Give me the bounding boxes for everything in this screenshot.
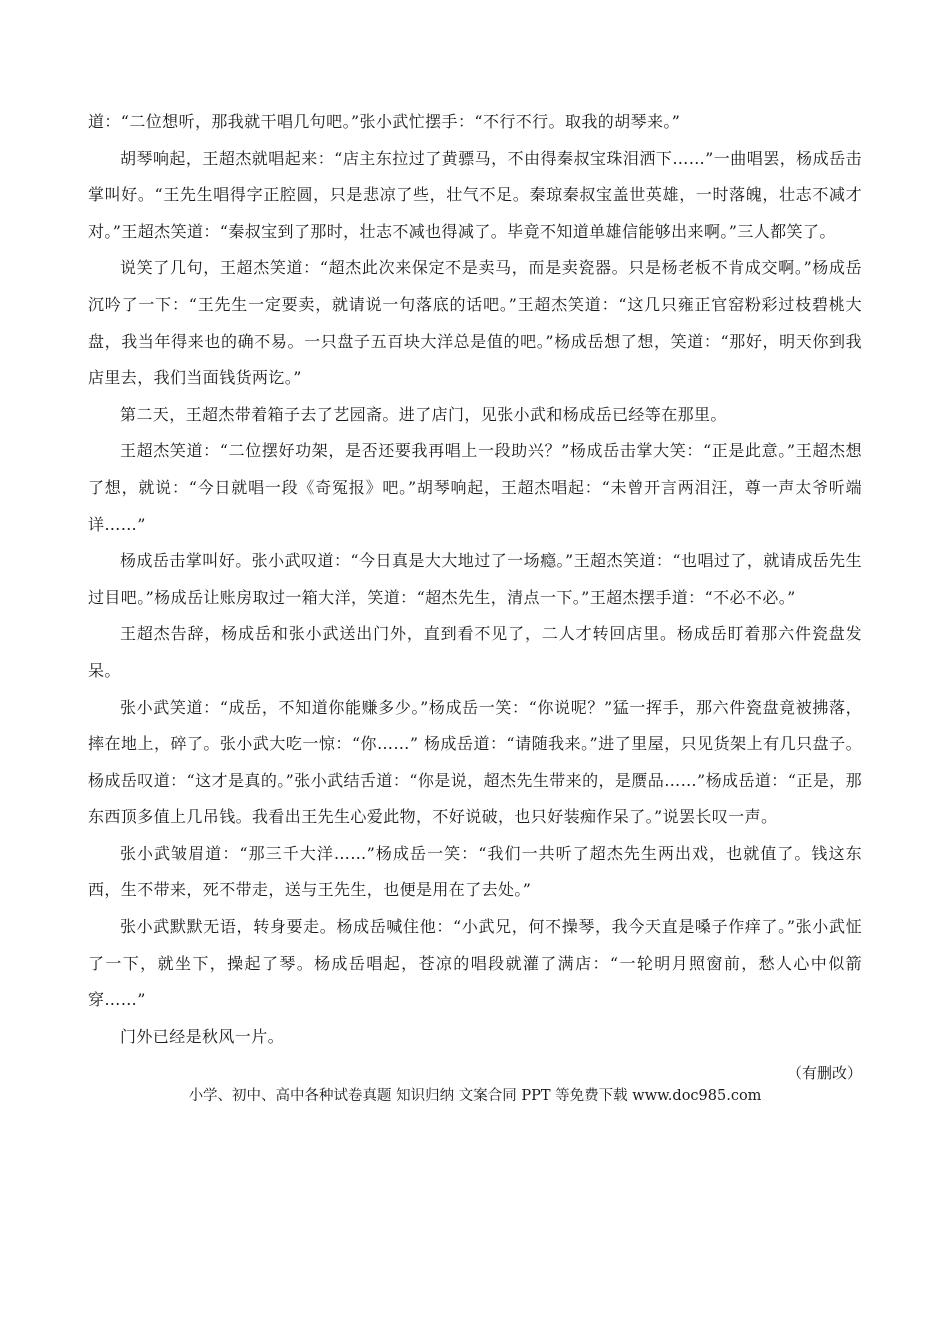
paragraph-11: 门外已经是秋风一片。 — [120, 1026, 285, 1046]
paragraph-1: 道：“二位想听，那我就干唱几句吧。”张小武忙摆手：“不行不行。取我的胡琴来。” — [88, 112, 681, 131]
paragraph-4: 第二天，王超杰带着箱子去了艺园斋。进了店门，见张小武和杨成岳已经等在那里。 — [120, 404, 727, 424]
paragraph-2: 胡琴响起，王超杰就唱起来：“店主东拉过了黄骠马，不由得秦叔宝珠泪洒下……”一曲唱罢，杨成岳击掌叫好。“王先生唱得字正腔圆，只是悲凉了些，壮气不足。秦琼秦叔宝盖世英雄，一时落魄，壮志不减才对。”王超杰笑道：“秦叔宝到了那时，壮志不减也得减了。毕竟不知道单雄信能够出来啊。”三人都笑了。 — [88, 148, 862, 241]
paragraph-9: 张小武皱眉道：“那三千大洋……”杨成岳一笑：“我们一共听了超杰先生两出戏，也就值了。钱这东西，生不带来，死不带走，送与王先生，也便是用在了去处。” — [88, 843, 862, 900]
edit-note: （有删改） — [786, 1064, 862, 1083]
document-body — [88, 104, 862, 1109]
paragraph-3: 说笑了几句，王超杰笑道：“超杰此次来保定不是卖马，而是卖瓷器。只是杨老板不肯成交啊。”杨成岳沉吟了一下：“王先生一定要卖，就请说一句落底的话吧。”王超杰笑道：“这几只雍正官窑粉彩过枝碧桃大盘，我当年得来也的确不易。一只盘子五百块大洋总是值的吧。”杨成岳想了想，笑道：“那好，明天你到我店里去，我们当面钱货两讫。” — [88, 258, 862, 388]
page-footer: 小学、初中、高中各种试卷真题 知识归纳 文案合同 PPT 等免费下载 www.doc985.com — [188, 1088, 762, 1105]
paragraph-6: 杨成岳击掌叫好。张小武叹道：“今日真是大大地过了一场瘾。”王超杰笑道：“也唱过了，就请成岳先生过目吧。”杨成岳让账房取过一箱大洋，笑道：“超杰先生，清点一下。”王超杰摆手道：“不必不必。” — [88, 551, 862, 607]
paragraph-8: 张小武笑道：“成岳，不知道你能赚多少。”杨成岳一笑：“你说呢？”猛一挥手，那六件瓷盘竟被拂落，摔在地上，碎了。张小武大吃一惊：“你……” 杨成岳道：“请随我来。”进了里屋，只见货架上有几只盘子。杨成岳叹道：“这才是真的。”张小武结舌道：“你是说，超杰先生带来的，是赝品……”杨成岳道：“正是，那东西顶多值上几吊钱。我看出王先生心爱此物，不好说破，也只好装痴作呆了。”说罢长叹一声。 — [88, 697, 862, 827]
paragraph-7: 王超杰告辞，杨成岳和张小武送出门外，直到看不见了，二人才转回店里。杨成岳盯着那六件瓷盘发呆。 — [88, 624, 862, 680]
paragraph-10: 张小武默默无语，转身要走。杨成岳喊住他：“小武兄，何不操琴，我今天直是嗓子作痒了。”张小武怔了一下，就坐下，操起了琴。杨成岳唱起，苍凉的唱段就灌了满店：“一轮明月照窗前，愁人心中似箭穿……” — [88, 917, 862, 1010]
paragraph-5: 王超杰笑道：“二位摆好功架，是否还要我再唱上一段助兴？”杨成岳击掌大笑：“正是此意。”王超杰想了想，就说：“今日就唱一段《奇冤报》吧。”胡琴响起，王超杰唱起：“未曾开言两泪汪，尊一声太爷听端详……” — [88, 441, 862, 534]
